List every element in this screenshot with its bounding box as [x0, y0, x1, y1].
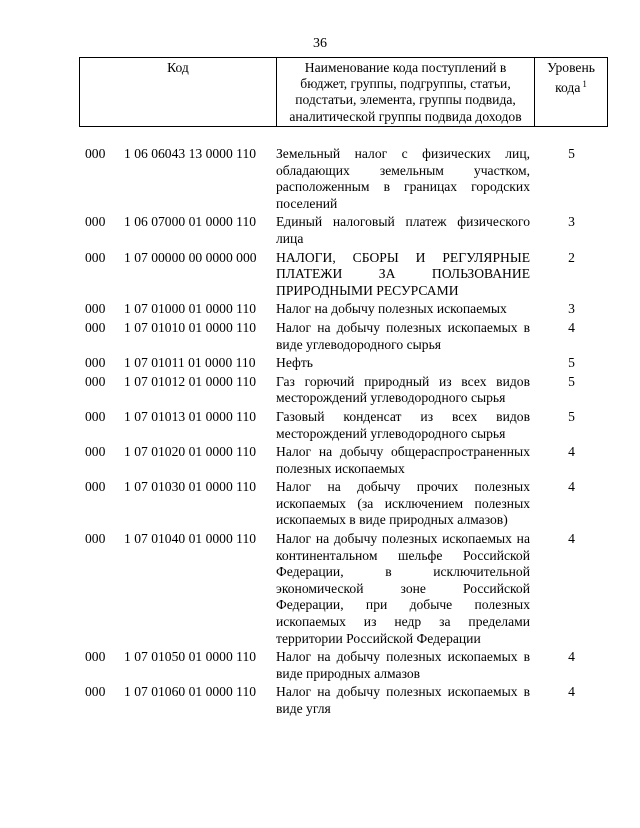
table-row [79, 409, 609, 444]
admin-code-cell: 000 [85, 684, 106, 700]
table-header [79, 57, 608, 127]
income-code-cell: 1 07 00000 00 0000 000 [124, 249, 257, 265]
income-code-cell: 1 06 06043 13 0000 110 [124, 146, 257, 161]
admin-code-cell: 000 [85, 444, 106, 460]
income-code-cell: 1 06 07000 01 0000 110 [124, 214, 257, 230]
admin-code-cell: 000 [85, 319, 106, 335]
admin-code-cell: 000 [85, 301, 106, 317]
code-level-cell: 3 [568, 301, 575, 317]
code-level-cell: 4 [568, 479, 575, 495]
admin-code-cell: 000 [85, 649, 106, 665]
header-level-label: Уровень кода [547, 60, 595, 96]
code-level-cell: 4 [568, 649, 575, 665]
income-name-cell: Налог на добычу прочих полезных ископаемых (за исключением полезных ископаемых в виде природных алмазов) [276, 479, 530, 528]
code-level-cell: 5 [568, 408, 575, 424]
income-code-cell: 1 07 01060 01 0000 110 [124, 684, 257, 700]
income-name-cell: НАЛОГИ, СБОРЫ И РЕГУЛЯРНЫЕ ПЛАТЕЖИ ЗА ПОЛЬЗОВАНИЕ ПРИРОДНЫМИ РЕСУРСАМИ [276, 249, 530, 298]
code-level-cell: 5 [568, 146, 575, 161]
income-code-cell: 1 07 01011 01 0000 110 [124, 355, 256, 371]
table-row [79, 374, 609, 409]
code-level-cell: 5 [568, 355, 575, 371]
code-level-cell: 4 [568, 531, 575, 547]
admin-code-cell: 000 [85, 373, 106, 389]
code-level-cell: 3 [568, 214, 575, 230]
income-code-cell: 1 07 01020 01 0000 110 [124, 444, 257, 460]
code-level-cell: 4 [568, 684, 575, 700]
income-code-cell: 1 07 01040 01 0000 110 [124, 531, 257, 547]
page-number: 36 [313, 36, 327, 51]
table-row [79, 355, 609, 374]
table-row [79, 301, 609, 320]
income-code-cell: 1 07 01012 01 0000 110 [124, 373, 257, 389]
income-name-cell: Единый налоговый платеж физического лица [276, 214, 530, 246]
table-row [79, 146, 609, 214]
table-row [79, 320, 609, 355]
income-name-cell: Налог на добычу общераспространенных полезных ископаемых [276, 444, 530, 476]
table-row [79, 214, 609, 249]
income-code-cell: 1 07 01013 01 0000 110 [124, 408, 257, 424]
table-row [79, 479, 609, 531]
footnote-marker: 1 [582, 79, 587, 90]
header-name: Наименование кода поступлений в бюджет, группы, подгруппы, статьи, подстатьи, элемента, группы подвида, аналитической группы подвида доходов [277, 58, 535, 127]
code-level-cell: 5 [568, 373, 575, 389]
admin-code-cell: 000 [85, 531, 106, 547]
income-code-cell: 1 07 01030 01 0000 110 [124, 479, 257, 495]
admin-code-cell: 000 [85, 408, 106, 424]
code-level-cell: 2 [568, 249, 575, 265]
income-name-cell: Налог на добычу полезных ископаемых в виде природных алмазов [276, 649, 530, 681]
income-name-cell: Газ горючий природный из всех видов месторождений углеводородного сырья [276, 373, 530, 406]
income-name-cell: Налог на добычу полезных ископаемых [276, 301, 507, 317]
income-code-cell: 1 07 01010 01 0000 110 [124, 319, 257, 335]
table-row [79, 531, 609, 649]
income-name-cell: Земельный налог с физических лиц, обладающих земельным участком, расположенным в границах городских поселений [276, 146, 530, 211]
income-name-cell: Налог на добычу полезных ископаемых в виде углеводородного сырья [276, 319, 530, 352]
income-name-cell: Газовый конденсат из всех видов месторождений углеводородного сырья [276, 408, 530, 441]
header-code: Код [80, 58, 277, 127]
admin-code-cell: 000 [85, 214, 106, 230]
admin-code-cell: 000 [85, 249, 106, 265]
income-name-cell: Налог на добычу полезных ископаемых в виде угля [276, 684, 530, 716]
income-name-cell: Нефть [276, 355, 313, 371]
income-code-cell: 1 07 01000 01 0000 110 [124, 301, 257, 317]
table-row [79, 444, 609, 479]
admin-code-cell: 000 [85, 146, 106, 161]
table-row [79, 649, 609, 684]
table-row [79, 684, 609, 719]
code-level-cell: 4 [568, 319, 575, 335]
admin-code-cell: 000 [85, 479, 106, 495]
admin-code-cell: 000 [85, 355, 106, 371]
table-row [79, 250, 609, 302]
income-name-cell: Налог на добычу полезных ископаемых на континентальном шельфе Российской Федерации, в исключительной экономической зоне Российской Федерации, при добыче полезных ископаемых из недр за пределами территории Российской Федерации [276, 531, 530, 646]
code-level-cell: 4 [568, 444, 575, 460]
income-codes-table [79, 146, 609, 720]
table-body [79, 146, 609, 720]
header-level [535, 58, 608, 127]
income-code-cell: 1 07 01050 01 0000 110 [124, 649, 257, 665]
